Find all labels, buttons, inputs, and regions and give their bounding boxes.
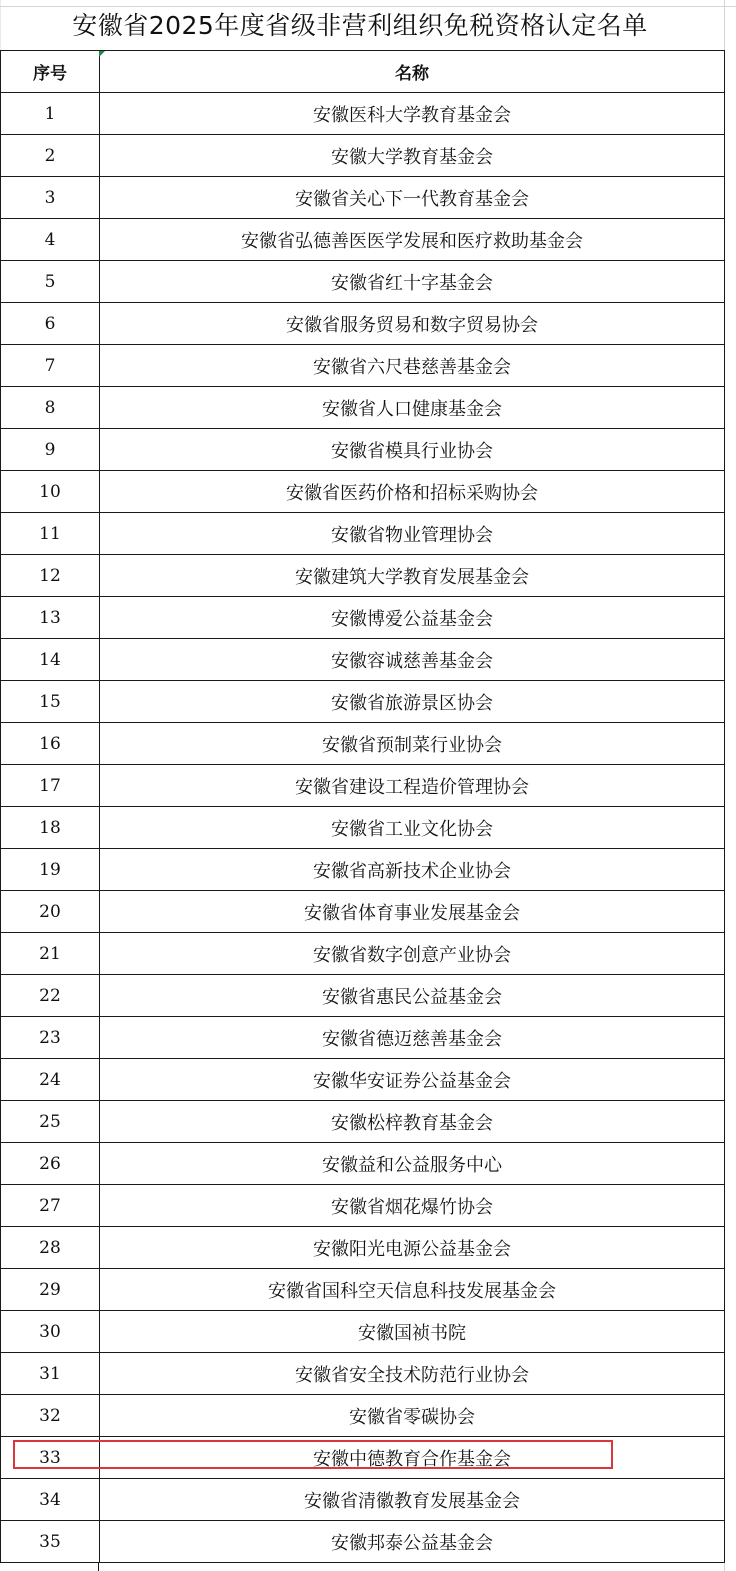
row-number[interactable]: 11 [1,513,100,555]
organization-name[interactable]: 安徽中德教育合作基金会 [100,1437,725,1479]
table-row [1,1059,725,1101]
organization-name[interactable]: 安徽国祯书院 [100,1311,725,1353]
row-number[interactable]: 35 [1,1521,100,1563]
table-row [1,387,725,429]
organization-name[interactable]: 安徽建筑大学教育发展基金会 [100,555,725,597]
row-number[interactable]: 20 [1,891,100,933]
table-row [1,219,725,261]
organization-name[interactable]: 安徽省关心下一代教育基金会 [100,177,725,219]
row-number[interactable]: 34 [1,1479,100,1521]
table-row [1,303,725,345]
organization-name[interactable]: 安徽阳光电源公益基金会 [100,1227,725,1269]
row-number[interactable]: 10 [1,471,100,513]
table-row [1,1479,725,1521]
organization-name[interactable]: 安徽省服务贸易和数字贸易协会 [100,303,725,345]
table-row [1,891,725,933]
table-row [1,1311,725,1353]
row-number[interactable]: 23 [1,1017,100,1059]
table-row [1,723,725,765]
row-number[interactable]: 29 [1,1269,100,1311]
row-number[interactable]: 6 [1,303,100,345]
table-row [1,639,725,681]
table-row [1,429,725,471]
organization-name[interactable]: 安徽省国科空天信息科技发展基金会 [100,1269,725,1311]
table-row [1,1101,725,1143]
organization-name[interactable]: 安徽省预制菜行业协会 [100,723,725,765]
table-row [1,975,725,1017]
table-row [1,135,725,177]
organization-name[interactable]: 安徽松梓教育基金会 [100,1101,725,1143]
organization-name[interactable]: 安徽省体育事业发展基金会 [100,891,725,933]
organization-name[interactable]: 安徽省旅游景区协会 [100,681,725,723]
organization-name[interactable]: 安徽医科大学教育基金会 [100,93,725,135]
row-number[interactable]: 14 [1,639,100,681]
table-row [1,933,725,975]
table-row [1,513,725,555]
row-number[interactable]: 32 [1,1395,100,1437]
organization-name[interactable]: 安徽省物业管理协会 [100,513,725,555]
organization-name[interactable]: 安徽省六尺巷慈善基金会 [100,345,725,387]
row-number[interactable]: 5 [1,261,100,303]
table-row [1,345,725,387]
table-row [1,849,725,891]
table-row [1,1017,725,1059]
column-header-name[interactable]: 名称 [100,51,725,93]
organization-name[interactable]: 安徽省安全技术防范行业协会 [100,1353,725,1395]
organization-name[interactable]: 安徽华安证券公益基金会 [100,1059,725,1101]
row-number[interactable]: 30 [1,1311,100,1353]
row-number[interactable]: 9 [1,429,100,471]
organization-name[interactable]: 安徽省工业文化协会 [100,807,725,849]
organization-table [0,50,725,1563]
sheet-gridlines-bottom [0,1563,736,1571]
table-row [1,1143,725,1185]
table-row [1,1269,725,1311]
row-number[interactable]: 17 [1,765,100,807]
organization-name[interactable]: 安徽省弘德善医医学发展和医疗救助基金会 [100,219,725,261]
organization-name[interactable]: 安徽博爱公益基金会 [100,597,725,639]
row-number[interactable]: 31 [1,1353,100,1395]
row-number[interactable]: 12 [1,555,100,597]
table-row [1,597,725,639]
row-number[interactable]: 3 [1,177,100,219]
document-title: 安徽省2025年度省级非营利组织免税资格认定名单 [72,11,648,40]
organization-name[interactable]: 安徽省人口健康基金会 [100,387,725,429]
organization-name[interactable]: 安徽省红十字基金会 [100,261,725,303]
row-number[interactable]: 16 [1,723,100,765]
row-number[interactable]: 24 [1,1059,100,1101]
row-number[interactable]: 28 [1,1227,100,1269]
table-row [1,1185,725,1227]
organization-name[interactable]: 安徽省德迈慈善基金会 [100,1017,725,1059]
organization-name[interactable]: 安徽省模具行业协会 [100,429,725,471]
organization-name[interactable]: 安徽省医药价格和招标采购协会 [100,471,725,513]
row-number[interactable]: 18 [1,807,100,849]
row-number[interactable]: 26 [1,1143,100,1185]
row-number[interactable]: 15 [1,681,100,723]
table-row [1,1395,725,1437]
organization-name[interactable]: 安徽省零碳协会 [100,1395,725,1437]
row-number[interactable]: 13 [1,597,100,639]
table-row [1,555,725,597]
table-row [1,1227,725,1269]
row-number[interactable]: 2 [1,135,100,177]
table-row [1,93,725,135]
row-number[interactable]: 25 [1,1101,100,1143]
organization-name[interactable]: 安徽省烟花爆竹协会 [100,1185,725,1227]
row-number[interactable]: 7 [1,345,100,387]
column-header-number[interactable]: 序号 [1,51,100,93]
organization-name[interactable]: 安徽容诚慈善基金会 [100,639,725,681]
table-row [1,807,725,849]
row-number[interactable]: 19 [1,849,100,891]
row-number[interactable]: 33 [1,1437,100,1479]
organization-name[interactable]: 安徽省建设工程造价管理协会 [100,765,725,807]
row-number[interactable]: 27 [1,1185,100,1227]
row-number[interactable]: 8 [1,387,100,429]
table-row [1,1437,725,1479]
active-cell-marker-icon [99,51,105,57]
row-number[interactable]: 1 [1,93,100,135]
table-row [1,1521,725,1563]
table-row [1,261,725,303]
organization-name[interactable]: 安徽邦泰公益基金会 [100,1521,725,1563]
organization-name[interactable]: 安徽省清徽教育发展基金会 [100,1479,725,1521]
row-number[interactable]: 4 [1,219,100,261]
table-row [1,681,725,723]
table-header-row [1,51,725,93]
row-number[interactable]: 22 [1,975,100,1017]
table-row [1,1353,725,1395]
organization-name[interactable]: 安徽益和公益服务中心 [100,1143,725,1185]
table-row [1,177,725,219]
organization-name[interactable]: 安徽省惠民公益基金会 [100,975,725,1017]
table-row [1,765,725,807]
organization-name[interactable]: 安徽大学教育基金会 [100,135,725,177]
organization-name[interactable]: 安徽省数字创意产业协会 [100,933,725,975]
row-number[interactable]: 21 [1,933,100,975]
organization-name[interactable]: 安徽省高新技术企业协会 [100,849,725,891]
table-row [1,471,725,513]
